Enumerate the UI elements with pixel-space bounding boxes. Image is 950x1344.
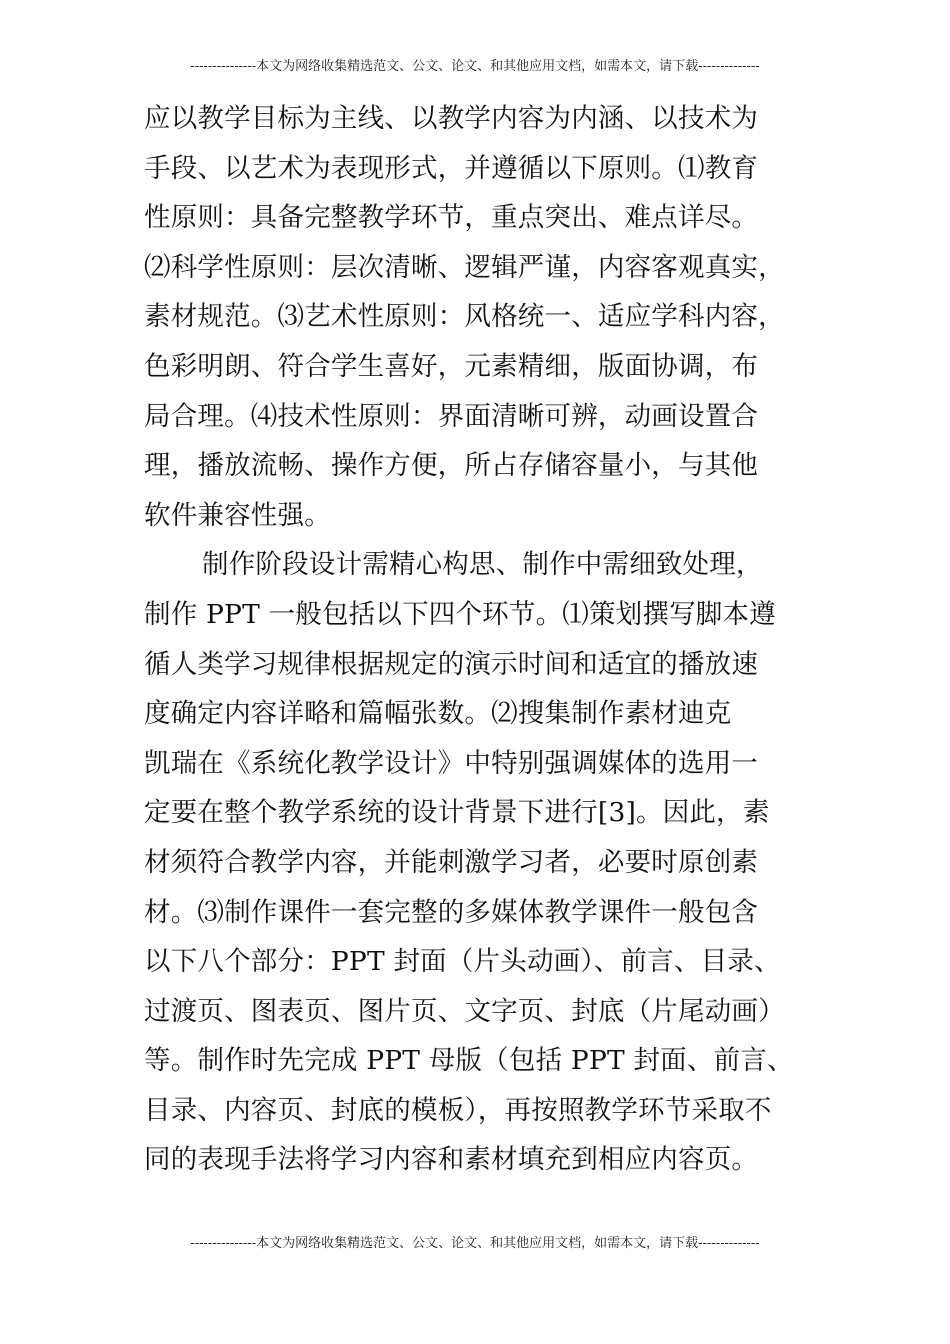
- text-line: 理，播放流畅、操作方便，所占存储容量小，与其他: [144, 450, 759, 482]
- text-line: 度确定内容详略和篇幅张数。⑵搜集制作素材迪克: [144, 698, 732, 730]
- text-line: 色彩明朗、符合学生喜好，元素精细，版面协调，布: [144, 350, 759, 382]
- text-line: 素材规范。⑶艺术性原则：风格统一、适应学科内容，: [144, 301, 785, 333]
- paragraph-principles: [144, 94, 824, 540]
- text-line: 制作阶段设计需精心构思、制作中需细致处理，: [202, 549, 763, 581]
- text-line: 目录、内容页、封底的模板），再按照教学环节采取不: [144, 1094, 772, 1126]
- text-line: 手段、以艺术为表现形式，并遵循以下原则。⑴教育: [144, 152, 759, 184]
- text-line: 局合理。⑷技术性原则：界面清晰可辨，动画设置合: [144, 400, 759, 432]
- text-line: 软件兼容性强。: [144, 499, 331, 531]
- text-line: 凯瑞在《系统化教学设计》中特别强调媒体的选用一: [144, 747, 759, 779]
- text-line: 应以教学目标为主线、以教学内容为内涵、以技术为: [144, 103, 759, 134]
- text-line: 材须符合教学内容，并能刺激学习者，必要时原创素: [144, 846, 759, 878]
- paragraph-production: [144, 540, 824, 1185]
- text-line: 性原则：具备完整教学环节，重点突出、难点详尽。: [144, 202, 759, 234]
- text-line: 以下八个部分：PPT 封面（片头动画）、前言、目录、: [144, 946, 781, 978]
- text-line: 材。⑶制作课件一套完整的多媒体教学课件一般包含: [144, 896, 759, 928]
- text-line: 定要在整个教学系统的设计背景下进行[3]。因此，素: [144, 797, 770, 829]
- text-line: ⑵科学性原则：层次清晰、逻辑严谨，内容客观真实，: [144, 251, 785, 283]
- text-line: 制作 PPT 一般包括以下四个环节。⑴策划撰写脚本遵: [144, 598, 776, 630]
- body-text: [144, 94, 824, 1185]
- page-header: ---------------本文为网络收集精选范文、公文、论文、和其他应用文档，如需本文，请下载--------------: [190, 59, 760, 74]
- text-line: 循人类学习规律根据规定的演示时间和适宜的播放速: [144, 648, 759, 680]
- text-line: 过渡页、图表页、图片页、文字页、封底（片尾动画）: [144, 995, 785, 1027]
- text-line: 等。制作时先完成 PPT 母版（包括 PPT 封面、前言、: [144, 1045, 794, 1077]
- text-line: 同的表现手法将学习内容和素材填充到相应内容页。: [144, 1144, 759, 1176]
- page-footer: ---------------本文为网络收集精选范文、公文、论文、和其他应用文档，如需本文，请下载--------------: [190, 1236, 760, 1251]
